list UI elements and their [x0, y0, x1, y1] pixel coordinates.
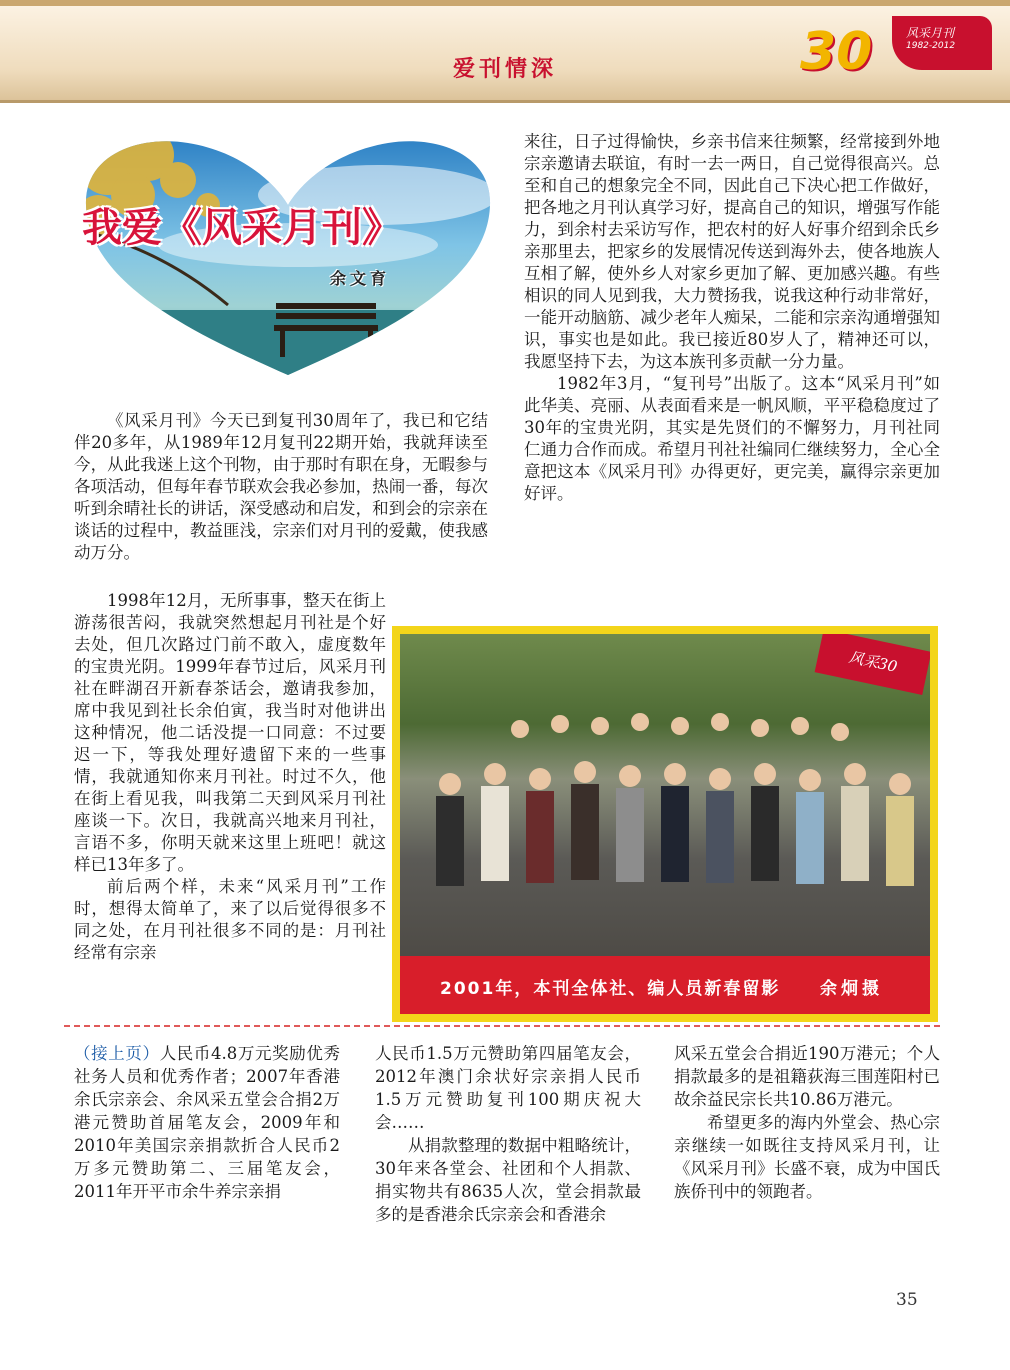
- article-author: 余文育: [330, 269, 391, 288]
- continued-label: （接上页）: [74, 1044, 160, 1063]
- badge-ribbon: [892, 16, 992, 70]
- article-right-column: [524, 131, 940, 505]
- paragraph: 从捐款整理的数据中粗略统计，30年来各堂会、社团和个人捐款、捐实物共有8635人次，堂会捐款最多的是香港余氏宗亲会和香港余: [375, 1136, 641, 1224]
- page-number: 35: [896, 1290, 918, 1310]
- article-left-column-top: [74, 410, 488, 564]
- paragraph: [74, 1042, 340, 1203]
- continued-column-3: [674, 1042, 940, 1203]
- article-left-column-narrow: [74, 590, 386, 964]
- paragraph: 《风采月刊》今天已到复刊30周年了，我已和它结伴20多年，从1989年12月复刊22期开始，我就拜读至今，从此我迷上这个刊物，由于那时有职在身，无暇参与各项活动，但每年春节联欢会我必参加，热闹一番，每次听到余晴社长的讲话，深受感动和启发，和到会的宗亲在谈话的过程中，教益匪浅，宗亲们对月刊的爱戴，使我感动万分。: [74, 411, 488, 562]
- paragraph: 人民币1.5万元赞助第四届笔友会，2012年澳门余状好宗亲捐人民币1.5万元赞助复刊100期庆祝大会……: [375, 1044, 641, 1132]
- paragraph: 希望更多的海内外堂会、热心宗亲继续一如既往支持风采月刊，让《风采月刊》长盛不衰，成为中国氏族侨刊中的领跑者。: [674, 1113, 940, 1201]
- badge-years: 1982-2012: [906, 41, 956, 51]
- paragraph: 1998年12月，无所事事，整天在街上游荡很苦闷，我就突然想起月刊社是个好去处，但几次路过门前不敢入，虚度数年的宝贵光阴。1999年春节过后，风采月刊社在畔湖召开新春茶话会，邀请我参加，席中我见到社长余伯寅，我当时对他讲出这种情况，他二话没提一口同意：不过要迟一下，等我处理好遗留下来的一些事情，我就通知你来月刊社。时过不久，他在街上看见我，叫我第二天到风采月刊社座谈一下。次日，我就高兴地来月刊社，言语不多，你明天就来这里上班吧！就这样已13年多了。: [74, 591, 386, 874]
- paragraph-text: 人民币4.8万元奖励优秀社务人员和优秀作者；2007年香港余氏宗亲会、余风采五堂会合捐2万港元赞助首届笔友会，2009年和2010年美国宗亲捐款折合人民币2万多元赞助第二、三届笔友会，2011年开平市余牛养宗亲捐: [74, 1044, 340, 1201]
- badge-number: 30: [800, 22, 873, 82]
- group-photo-frame: [392, 626, 938, 1022]
- continued-column-1: [74, 1042, 340, 1203]
- paragraph: 1982年3月，“复刊号”出版了。这本“风采月刊”如此华美、亮丽、从表面看来是一帆风顺，平平稳稳度过了30年的宝贵光阴，其实是先贤们的不懈努力，月刊社同仁通力合作而成。希望月刊社社编同仁继续努力，全心全意把这本《风采月刊》办得更好，更完美，赢得宗亲更加好评。: [524, 374, 940, 503]
- header-top-bar: [0, 0, 1010, 6]
- paragraph: 来往，日子过得愉快，乡亲书信来往频繁，经常接到外地宗亲邀请去联谊，有时一去一两日，自己觉得很高兴。总至和自己的想象完全不同，因此自己下决心把工作做好，把各地之月刊认真学习好，提高自己的知识，增强写作能力，到余村去采访写作，把农村的好人好事介绍到余氏乡亲那里去，把家乡的发展情况传送到海外去，使各地族人互相了解，使外乡人对家乡更加了解、更加感兴趣。有些相识的同人见到我，大力赞扬我，说我这种行动非常好，一能开动脑筋、减少老年人痴呆，二能和宗亲沟通增强知识，事实也是如此。我已接近80岁人了，精神还可以，我愿坚持下去，为这本族刊多贡献一分力量。: [524, 132, 940, 371]
- group-photo: [400, 634, 930, 956]
- paragraph: 前后两个样，未来“风采月刊”工作时，想得太简单了，来了以后觉得很多不同之处，在月刊社很多不同的是：月刊社经常有宗亲: [74, 877, 386, 962]
- heart-illustration: [78, 135, 498, 380]
- section-divider: [64, 1025, 940, 1027]
- photo-caption: 2001年，本刊全体社、编人员新春留影: [440, 979, 781, 999]
- photo-credit: 余炯摄: [820, 979, 883, 999]
- paragraph: 风采五堂会合捐近190万港元；个人捐款最多的是祖籍荻海三围莲阳村已故余益民宗长共10.86万港元。: [674, 1044, 940, 1109]
- anniversary-badge: [800, 10, 1000, 90]
- section-title: 爱刊情深: [452, 57, 557, 82]
- page-header: [0, 0, 1010, 103]
- continued-column-2: [375, 1042, 641, 1226]
- badge-title: 风采月刊: [906, 26, 955, 40]
- photo-caption-bar: [400, 956, 930, 1014]
- article-title: 我爱《风采月刊》: [82, 205, 402, 251]
- group-photo-people: [400, 634, 930, 956]
- photo-ribbon-tag: 风采30: [815, 634, 930, 695]
